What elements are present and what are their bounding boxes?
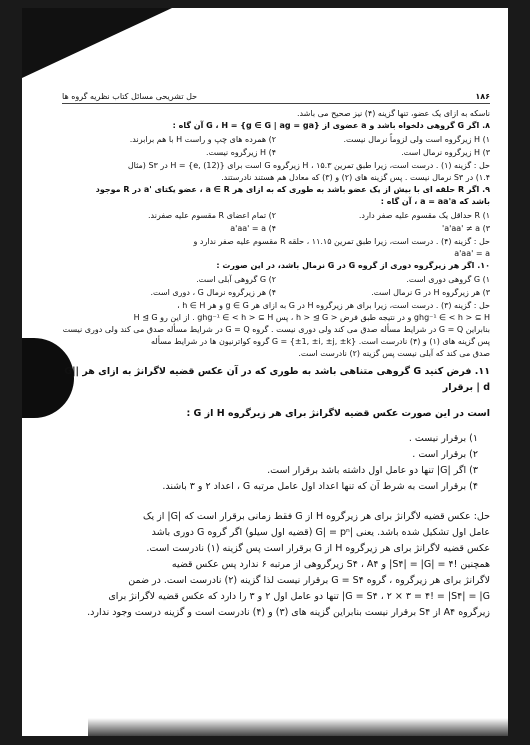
question-10-options — [62, 273, 490, 299]
option-4: ۴) H زیرگروه نیست. — [205, 148, 276, 157]
question-11: است در این صورت عکس قضیه لاگرانژ برای هر زیرگروه H از G : — [186, 407, 490, 419]
solution-11-line: حل: عکس قضیه لاگرانژ برای هر زیرگروه H از G فقط زمانی برقرار است که |G| از یک — [143, 511, 490, 522]
scan-shadow-top-left — [22, 8, 172, 78]
question-9: باشد که a = aa'a ، آن گاه : — [380, 197, 490, 206]
solution-11 — [62, 509, 490, 621]
question-9-options — [62, 209, 490, 235]
option-2: ۲) برقرار است . — [412, 449, 478, 460]
option-1: ۱) G گروهی دوری است. — [406, 275, 490, 284]
question-9: ۹. اگر R حلقه ای با بیش از یک عضو باشد به طوری که به ازای هر a ∈ R ، عضو یکتای 'a در R موجود — [95, 185, 490, 194]
option-3: ۳) H زیرگروه نرمال است. — [401, 148, 490, 157]
solution-10-line: حل : گزینه (۳) . درست است، زیرا برای هر زیرگروه H در G به ازای هر g ∈ G و هر h ∈ H ، — [177, 301, 490, 310]
solution-8-line: ۱.۴) در S۳ نرمال نیست . پس گزینه های (۲) و (۳) که معادل هم هستند نادرستند. — [221, 173, 490, 182]
option-1: ۱) H زیرگروه است ولی لزوماً نرمال نیست. — [343, 135, 490, 144]
option-1: ۱) برقرار نیست . — [408, 433, 478, 444]
solution-10-line: پس گزینه های (۱) و (۴) نادرست است. G = {±1, ±i, ±j, ±k} گروه کواترنیون ها در شرایط مسأله — [150, 337, 490, 346]
solution-11-line: زیرگروه A۴ از S۴ برقرار نیست بنابراین گزینه های (۳) و (۴) نادرست است و گزینه درست وجود ندارد. — [87, 607, 490, 618]
scan-shadow-bottom — [88, 718, 508, 736]
book-page — [22, 8, 508, 736]
solution-11-line: عامل اول تشکیل شده باشد. یعنی |G| = pⁿ (قضیه اول سیلو) اگر گروه G دوری باشد — [151, 527, 490, 538]
option-4: ۴) هر زیرگروه نرمال G ، دوری است. — [150, 288, 276, 297]
option-4: ۴) برقرار است به شرط آن که تنها اعداد اول عامل مرتبه G ، اعداد ۲ و ۳ باشند. — [162, 481, 478, 492]
page-header — [62, 92, 490, 104]
option-3: ۳) هر زیرگروه H در G نرمال است. — [371, 288, 490, 297]
option-4: ۴) a'aa' = a — [230, 224, 276, 233]
question-11-options — [62, 431, 490, 495]
solution-10-line: بنابراین G = Q در شرایط مسأله صدق می کند ولی دوری نیست . گروه G = Q در شرایط مسأله صدق می کند ولی دوری نیست — [62, 325, 490, 334]
question-8: ۸. اگر G گروهی دلخواه باشد و a عضوی از G ، H = {g ∈ G | ag = ga} آن گاه : — [172, 121, 490, 130]
option-1: ۱) R حداقل یک مقسوم علیه صفر دارد. — [358, 211, 490, 220]
solution-10-line: ghg⁻¹ ∈ < h > ⊆ H و در نتیجه طبق فرض < h > ⊴ G ، پس ghg⁻¹ ∈ < h > ⊆ H . از این رو H ⊴ G — [133, 313, 490, 322]
question-10: ۱۰. اگر هر زیرگروه دوری از گروه G در G نرمال باشد، در این صورت : — [216, 261, 490, 270]
option-2: ۲) همرده های چپ و راست H با هم برابرند. — [129, 135, 276, 144]
solution-10-line: صدق می کند که آبلی نیست پس گزینه (۲) نادرست است. — [298, 349, 490, 358]
text-line: ناسکه به ازای یک عضو، تنها گزینه (۴) نیز صحیح می باشد. — [296, 109, 490, 118]
option-3: ۳) اگر |G| تنها دو عامل اول داشته باشد برقرار است. — [267, 465, 478, 476]
solution-8-line: حل : گزینه (۱) . درست است، زیرا طبق تمرین ۱۵.۳ ، H زیرگروه G است برای H = {e, (12)} در S۳ (مثال — [127, 161, 490, 170]
option-2: ۲) تمام اعضای R مقسوم علیه صفرند. — [147, 211, 276, 220]
solution-11-line: G = S۴ ، ۲ × ۳ = ۴! = |S۴| = |G| تنها دو عامل اول ۲ و ۳ را دارد که عکس قضیه لاگرانژ برای — [108, 591, 490, 602]
solution-11-line: عکس قضیه لاگرانژ برای هر زیرگروه H از G برقرار است پس گزینه (۱) نادرست است. — [146, 543, 490, 554]
question-11: ۱۱. فرض کنید G گروهی متناهی باشد به طوری که در آن عکس قضیه لاگرانژ به ازای هر |G| | d برقرار — [64, 366, 490, 393]
solution-9-line: حل : گزینه (۴) . درست است، زیرا طبق تمرین ۱۱.۱۵ ، حلقه R مقسوم علیه صفر ندارد و — [193, 237, 490, 246]
question-8-options — [62, 133, 490, 159]
solution-9-line: a'aa' = a — [454, 249, 490, 258]
option-3: ۳) a'aa' ≠ a' — [442, 224, 490, 233]
page-number: ۱۸۶ — [475, 92, 490, 101]
option-2: ۲) G گروهی آبلی است. — [196, 275, 276, 284]
solution-11-line: لاگرانژ برای هر زیرگروه ، گروه G = S۴ برقرار نیست لذا گزینه (۲) نادرست است. در ضمن — [128, 575, 490, 586]
page-content — [62, 92, 490, 621]
solution-11-line: همچنین !۴ = |S۴| = |G| و S۴ ، A۴ زیرگروهی از مرتبه ۶ ندارد پس عکس قضیه — [171, 559, 490, 570]
page-running-title: حل تشریحی مسائل کتاب نظریه گروه ها — [62, 92, 198, 101]
